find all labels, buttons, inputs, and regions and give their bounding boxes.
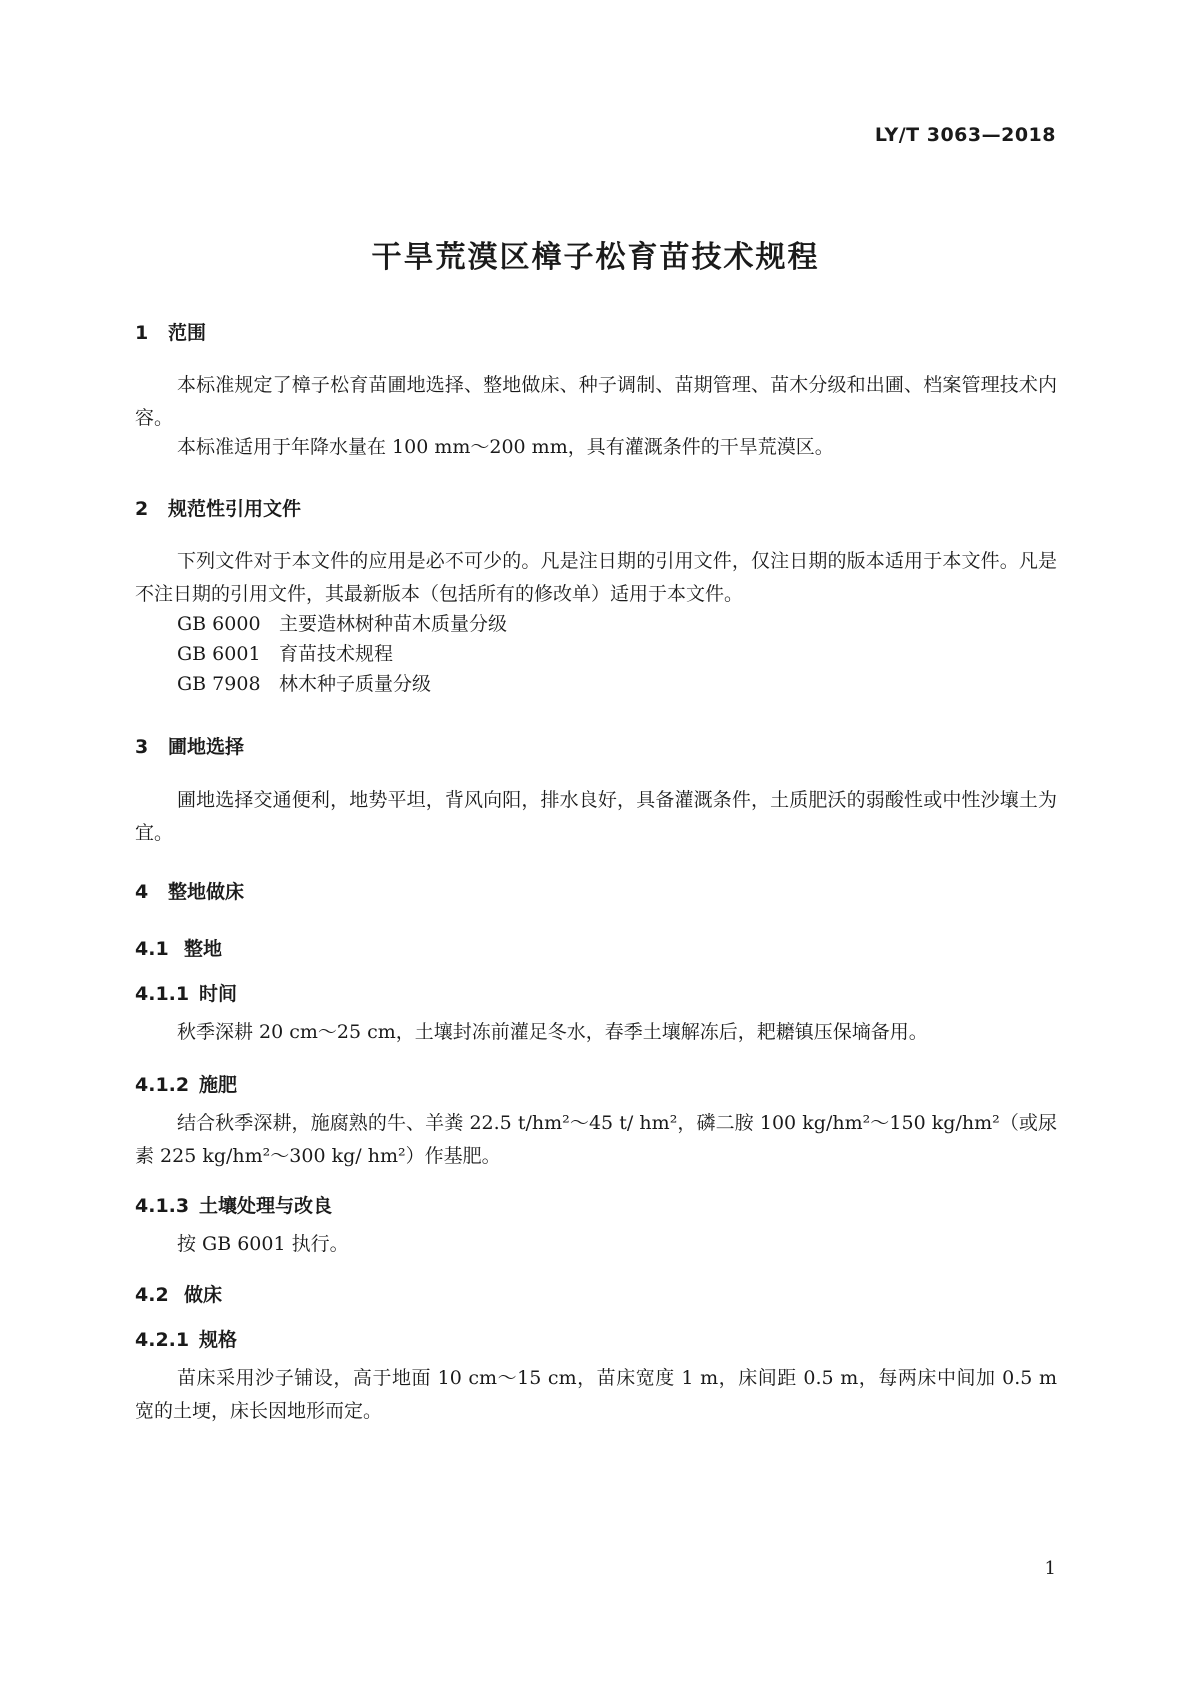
section-title: 范围 [168,322,207,344]
section-4-1-3-paragraph: 按 GB 6001 执行。 [177,1233,349,1255]
section-4-1-1-heading [135,979,237,1006]
section-number: 2 [135,498,149,520]
reference-item [177,638,393,671]
section-number: 4 [135,881,149,903]
section-number: 4.1.2 [135,1074,190,1096]
section-4-2-1-paragraph: 苗床采用沙子铺设，高于地面 10 cm～15 cm，苗床宽度 1 m，床间距 0.5 m，每两床中间加 0.5 m 宽的土埂，床长因地形而定。 [135,1367,1057,1422]
section-title: 整地 [184,938,223,960]
document-title: 干旱荒漠区樟子松育苗技术规程 [371,240,820,275]
section-1-paragraph-1: 本标准规定了樟子松育苗圃地选择、整地做床、种子调制、苗期管理、苗木分级和出圃、档案管理技术内容。 [135,374,1057,429]
reference-code: GB 7908 [177,673,261,695]
section-1-paragraph-2: 本标准适用于年降水量在 100 mm～200 mm，具有灌溉条件的干旱荒漠区。 [177,436,834,458]
section-title: 规范性引用文件 [168,498,302,520]
section-title: 整地做床 [168,881,245,903]
section-2-heading [135,494,301,521]
section-4-1-2-heading [135,1070,237,1097]
reference-item [177,668,431,701]
section-3-heading [135,732,244,759]
section-number: 4.1.3 [135,1195,190,1217]
reference-title: 林木种子质量分级 [279,673,432,695]
section-4-1-heading [135,934,222,961]
section-4-heading [135,877,244,904]
section-title: 圃地选择 [168,736,245,758]
reference-title: 主要造林树种苗木质量分级 [279,613,508,635]
section-1-heading [135,318,206,345]
section-4-1-2-paragraph: 结合秋季深耕，施腐熟的牛、羊粪 22.5 t/hm²～45 t/ hm²，磷二胺 100 kg/hm²～150 kg/hm²（或尿素 225 kg/hm²～300 kg/ hm²）作基肥。 [135,1112,1057,1167]
section-4-1-1-paragraph: 秋季深耕 20 cm～25 cm，土壤封冻前灌足冬水，春季土壤解冻后，耙耱镇压保墒备用。 [177,1021,928,1043]
reference-item [177,608,507,641]
section-number: 1 [135,322,149,344]
section-title: 规格 [199,1329,238,1351]
section-number: 4.2.1 [135,1329,190,1351]
section-4-2-heading [135,1280,222,1307]
section-title: 时间 [199,983,238,1005]
reference-code: GB 6001 [177,643,261,665]
reference-code: GB 6000 [177,613,261,635]
section-title: 施肥 [199,1074,238,1096]
section-number: 4.1 [135,938,169,960]
section-number: 4.2 [135,1284,169,1306]
section-number: 3 [135,736,149,758]
section-2-paragraph-1: 下列文件对于本文件的应用是必不可少的。凡是注日期的引用文件，仅注日期的版本适用于本文件。凡是不注日期的引用文件，其最新版本（包括所有的修改单）适用于本文件。 [135,550,1057,605]
page-number: 1 [1044,1558,1056,1579]
section-3-paragraph-1: 圃地选择交通便利，地势平坦，背风向阳，排水良好，具备灌溉条件，土质肥沃的弱酸性或中性沙壤土为宜。 [135,789,1057,844]
section-4-1-3-heading [135,1191,332,1218]
section-4-2-1-heading [135,1325,237,1352]
section-title: 土壤处理与改良 [199,1195,333,1217]
section-number: 4.1.1 [135,983,190,1005]
reference-title: 育苗技术规程 [279,643,394,665]
section-title: 做床 [184,1284,223,1306]
standard-number: LY/T 3063—2018 [874,124,1056,146]
